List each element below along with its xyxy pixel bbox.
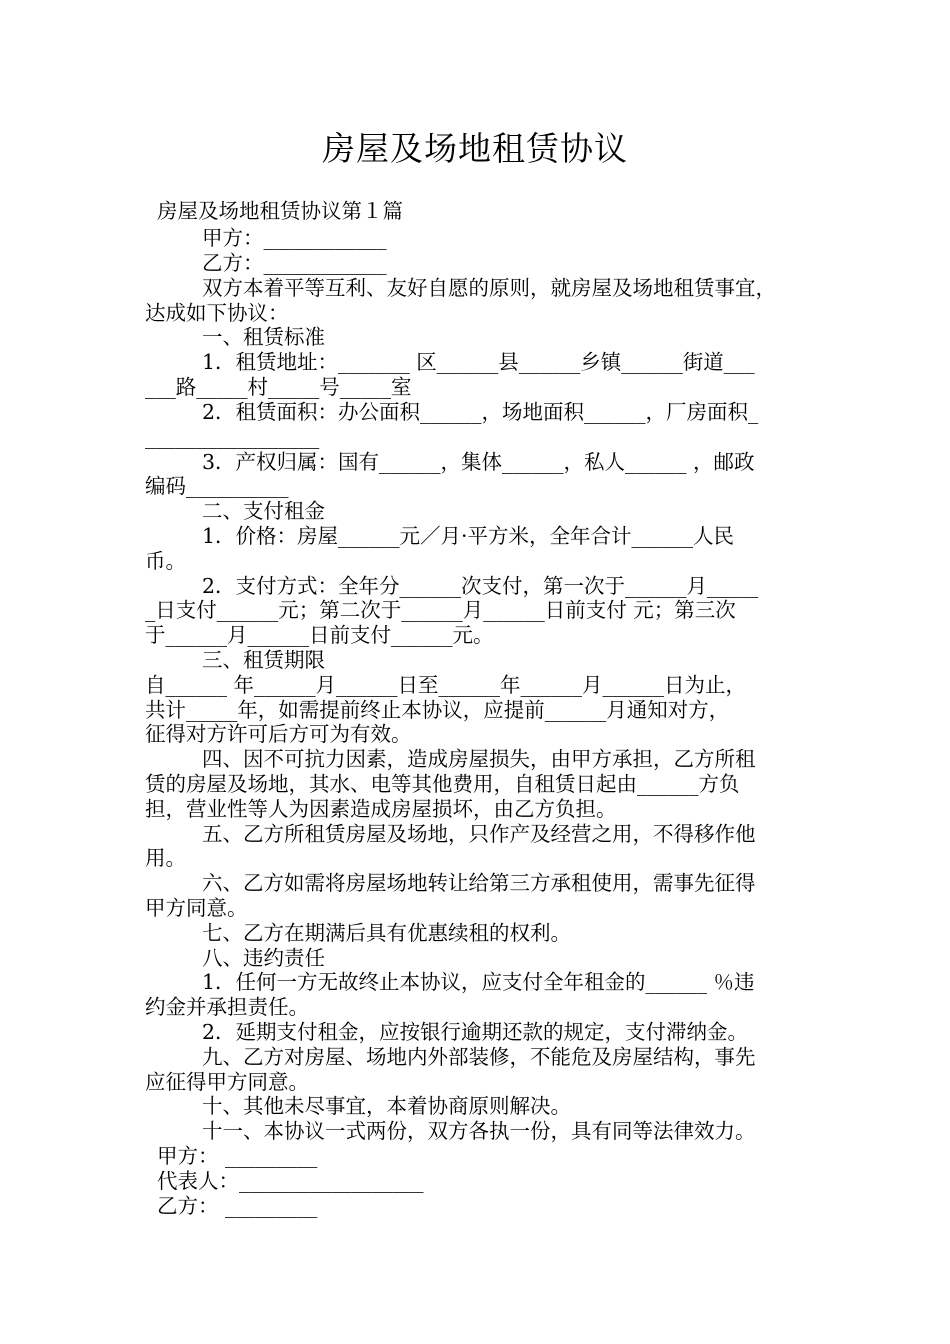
body-text: ___路_____村_____号_____室 xyxy=(145,375,412,399)
body-text: 编码__________ xyxy=(145,474,289,498)
body-text: 3．产权归属：国有______，集体______，私人______ ，邮政 xyxy=(202,450,755,474)
body-text: 2．租赁面积：办公面积______，场地面积______，厂房面积_ xyxy=(202,400,759,424)
clause-heading: 五、乙方所租赁房屋及场地，只作产及经营之用，不得移作他 xyxy=(202,822,756,846)
signature-representative: 代表人：__________________ xyxy=(157,1169,424,1193)
clause-heading: 三、租赁期限 xyxy=(202,648,325,672)
body-text: _日支付______元；第二次于______月______日前支付 元；第三次 xyxy=(145,598,736,622)
body-text: 约金并承担责任。 xyxy=(145,995,309,1019)
clause-heading: 四、因不可抗力因素，造成房屋损失，由甲方承担，乙方所租 xyxy=(202,747,756,771)
body-text: 担，营业性等人为因素造成房屋损坏，由乙方负担。 xyxy=(145,797,617,821)
body-text: 于______月______日前支付______元。 xyxy=(145,623,494,647)
party-b-line: 乙方：____________ xyxy=(202,251,387,275)
body-text: 赁的房屋及场地，其水、电等其他费用，自租赁日起由______方负 xyxy=(145,772,740,796)
party-a-line: 甲方：____________ xyxy=(202,226,387,250)
body-text: 应征得甲方同意。 xyxy=(145,1070,309,1094)
body-text: 自______ 年______月______日至______年______月______日为止， xyxy=(145,673,747,697)
body-text: 1．任何一方无故终止本协议，应支付全年租金的______ ％违 xyxy=(202,970,755,994)
body-text: 双方本着平等互利、友好自愿的原则，就房屋及场地租赁事宜， xyxy=(202,276,776,300)
body-text: 征得对方许可后方可为有效。 xyxy=(145,722,412,746)
body-text: 2．支付方式：全年分______次支付，第一次于______月_____ xyxy=(202,574,759,598)
body-text: 甲方同意。 xyxy=(145,896,248,920)
body-text: 1．租赁地址：_______ 区______县______乡镇______街道___ xyxy=(202,350,755,374)
body-text: 用。 xyxy=(145,846,186,870)
signature-party-b: 乙方： _________ xyxy=(157,1194,318,1218)
clause-heading: 二、支付租金 xyxy=(202,499,325,523)
clause-heading: 六、乙方如需将房屋场地转让给第三方承租使用，需事先征得 xyxy=(202,871,756,895)
signature-party-a: 甲方： _________ xyxy=(157,1144,318,1168)
body-text: 币。 xyxy=(145,549,186,573)
clause-heading: 十、其他未尽事宜，本着协商原则解决。 xyxy=(202,1094,571,1118)
clause-heading: 一、租赁标准 xyxy=(202,325,325,349)
clause-heading: 八、违约责任 xyxy=(202,946,325,970)
section-heading: 房屋及场地租赁协议第１篇 xyxy=(157,199,403,223)
body-text: _________________ xyxy=(145,425,320,449)
clause-heading: 九、乙方对房屋、场地内外部装修，不能危及房屋结构，事先 xyxy=(202,1045,756,1069)
clause-heading: 十一、本协议一式两份，双方各执一份，具有同等法律效力。 xyxy=(202,1119,756,1143)
body-text: 2．延期支付租金，应按银行逾期还款的规定，支付滞纳金。 xyxy=(202,1020,749,1044)
body-text: 1．价格：房屋______元／月·平方米，全年合计______人民 xyxy=(202,524,735,548)
document-title: 房屋及场地租赁协议 xyxy=(322,129,628,168)
body-text: 共计_____年，如需提前终止本协议，应提前______月通知对方， xyxy=(145,698,730,722)
clause-heading: 七、乙方在期满后具有优惠续租的权利。 xyxy=(202,921,571,945)
body-text: 达成如下协议： xyxy=(145,301,289,325)
